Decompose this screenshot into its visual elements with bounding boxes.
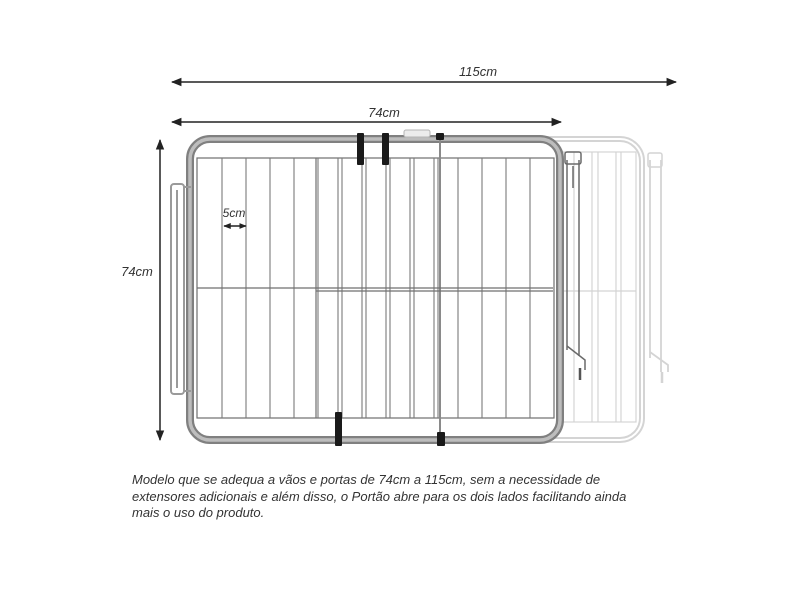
latch bbox=[404, 130, 430, 137]
top-clamp bbox=[436, 133, 444, 140]
gate-width-label: 74cm bbox=[368, 105, 400, 120]
ghost-wall-bracket bbox=[648, 153, 668, 383]
bottom-clamp bbox=[437, 432, 445, 446]
top-clamp bbox=[357, 133, 364, 165]
bottom-clamp bbox=[335, 412, 342, 446]
description-line: Modelo que se adequa a vãos e portas de 74cm a 115cm, sem a necessidade de bbox=[132, 472, 601, 487]
description-line: mais o uso do produto. bbox=[132, 505, 265, 520]
main-gate bbox=[190, 130, 560, 440]
top-clamp bbox=[382, 133, 389, 165]
right-wall-bracket bbox=[565, 152, 585, 380]
gate-height-label: 74cm bbox=[121, 264, 153, 279]
extended-width-label: 115cm bbox=[458, 64, 498, 79]
product-description bbox=[132, 472, 732, 522]
bar-spacing-label: 5cm bbox=[222, 206, 246, 220]
description-line: extensores adicionais e além disso, o Portão abre para os dois lados facilitando ainda bbox=[132, 488, 627, 504]
